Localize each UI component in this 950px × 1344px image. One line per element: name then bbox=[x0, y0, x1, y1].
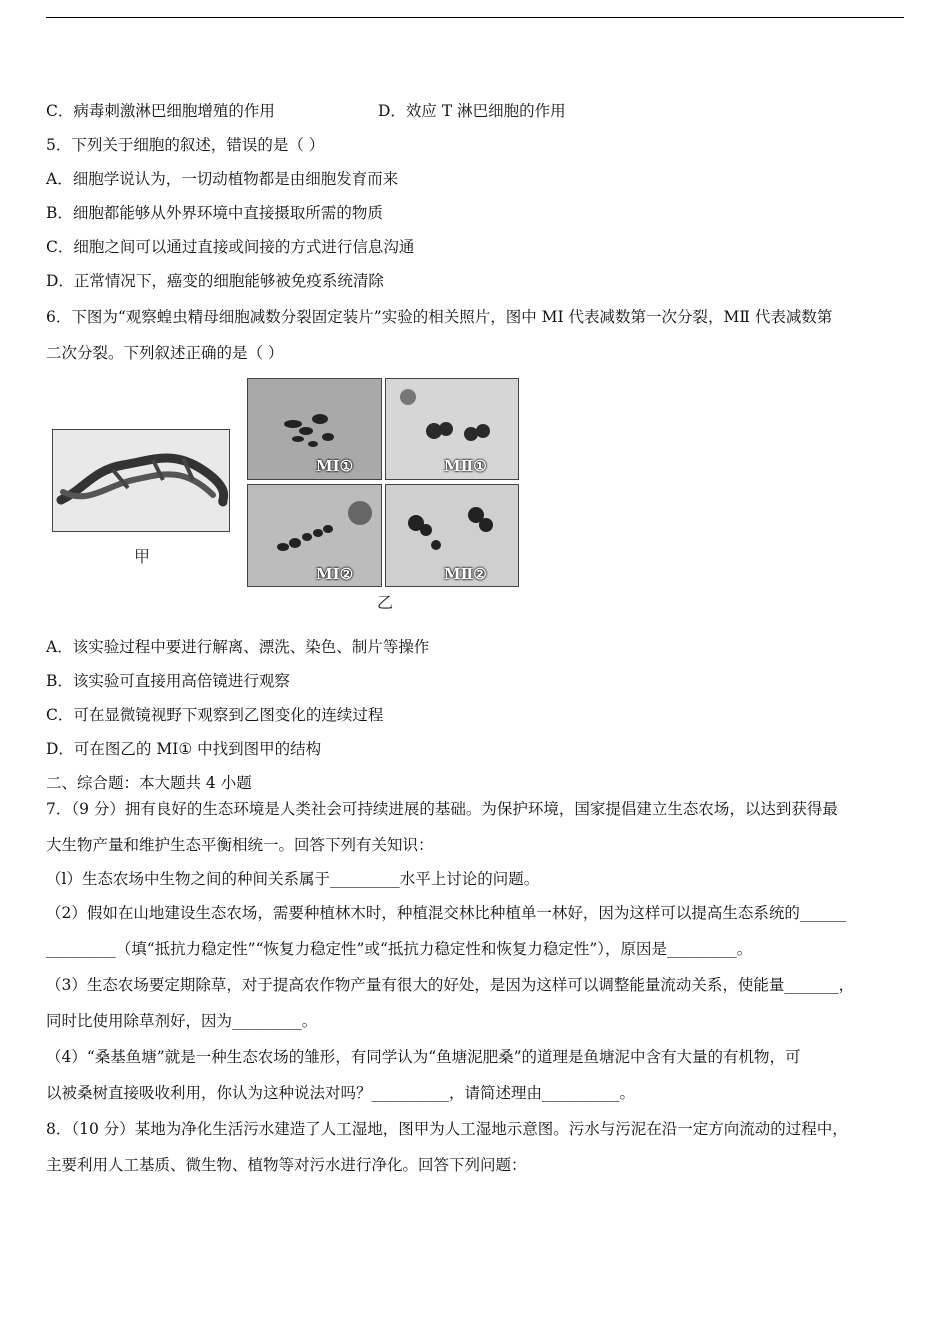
question-7-line-2: 大生物产量和维护生态平衡相统一。回答下列有关知识： bbox=[46, 836, 434, 854]
figure-caption-yi: 乙 bbox=[377, 593, 394, 612]
question-7-part-3-line-1: （3）生态农场要定期除草，对于提高农作物产量有很大的好处，是因为这样可以调整能量流动关系，使能量_______， bbox=[46, 976, 855, 994]
question-7-part-1: （l）生态农场中生物之间的种间关系属于_________水平上讨论的问题。 bbox=[46, 870, 540, 888]
question-7-part-4-line-2: 以被桑树直接吸收利用，你认为这种说法对吗？__________，请简述理由__________。 bbox=[46, 1084, 636, 1102]
question-6-option-a: A．该实验过程中要进行解离、漂洗、染色、制片等操作 bbox=[46, 638, 430, 656]
question-7-line-1: 7．（9 分）拥有良好的生态环境是人类社会可持续进展的基础。为保护环境，国家提倡建立生态农场，以达到获得最 bbox=[46, 800, 838, 818]
label-mii2: MⅡ② bbox=[444, 565, 487, 583]
section-2-heading: 二、综合题：本大题共 4 小题 bbox=[46, 774, 252, 792]
question-5: 5．下列关于细胞的叙述，错误的是（ ） bbox=[46, 136, 325, 154]
label-mi2: MⅠ② bbox=[316, 565, 354, 583]
figure-yi-mii2 bbox=[385, 484, 519, 587]
figure-jia-photo bbox=[52, 429, 230, 532]
question-6-option-c: C．可在显微镜视野下观察到乙图变化的连续过程 bbox=[46, 706, 384, 724]
figure-yi-mi2 bbox=[247, 484, 382, 587]
question-6-line-1: 6．下图为“观察蝗虫精母细胞减数分裂固定装片”实验的相关照片，图中 MⅠ 代表减数第一次分裂，MⅡ 代表减数第 bbox=[46, 308, 833, 326]
question-5-option-d: D．正常情况下，癌变的细胞能够被免疫系统清除 bbox=[46, 272, 384, 290]
label-mii1: MⅡ① bbox=[444, 457, 487, 475]
question-7-part-4-line-1: （4）“桑基鱼塘”就是一种生态农场的雏形，有同学认为“鱼塘泥肥桑”的道理是鱼塘泥中含有大量的有机物，可 bbox=[46, 1048, 801, 1066]
chromosome-bivalent-image bbox=[53, 430, 229, 531]
question-6-line-2: 二次分裂。下列叙述正确的是（ ） bbox=[46, 344, 284, 362]
question-7-part-3-line-2: 同时比使用除草剂好，因为_________。 bbox=[46, 1012, 318, 1030]
option-c: C．病毒刺激淋巴细胞增殖的作用 bbox=[46, 102, 275, 120]
question-6-option-d: D．可在图乙的 MⅠ① 中找到图甲的结构 bbox=[46, 740, 322, 758]
question-8-line-1: 8．（10 分）某地为净化生活污水建造了人工湿地，图甲为人工湿地示意图。污水与污泥在沿一定方向流动的过程中， bbox=[46, 1120, 848, 1138]
question-5-option-c: C．细胞之间可以通过直接或间接的方式进行信息沟通 bbox=[46, 238, 415, 256]
question-8-line-2: 主要利用人工基质、微生物、植物等对污水进行净化。回答下列问题： bbox=[46, 1156, 527, 1174]
question-5-option-b: B．细胞都能够从外界环境中直接摄取所需的物质 bbox=[46, 204, 383, 222]
figure-yi-mi1 bbox=[247, 378, 382, 480]
question-6-option-b: B．该实验可直接用高倍镜进行观察 bbox=[46, 672, 290, 690]
label-mi1: MⅠ① bbox=[316, 457, 354, 475]
option-c-line bbox=[46, 101, 275, 121]
figure-yi-mii1 bbox=[385, 378, 519, 480]
question-7-part-2-line-2: _________（填“抵抗力稳定性”“恢复力稳定性”或“抵抗力稳定性和恢复力稳定性”），原因是_________。 bbox=[46, 940, 753, 958]
header-rule bbox=[46, 17, 904, 18]
option-d: D．效应 T 淋巴细胞的作用 bbox=[378, 102, 566, 120]
question-5-option-a: A．细胞学说认为，一切动植物都是由细胞发育而来 bbox=[46, 170, 399, 188]
figure-caption-jia: 甲 bbox=[134, 547, 151, 566]
question-7-part-2-line-1: （2）假如在山地建设生态农场，需要种植林木时，种植混交林比种植单一林好，因为这样可以提高生态系统的______ bbox=[46, 904, 847, 922]
